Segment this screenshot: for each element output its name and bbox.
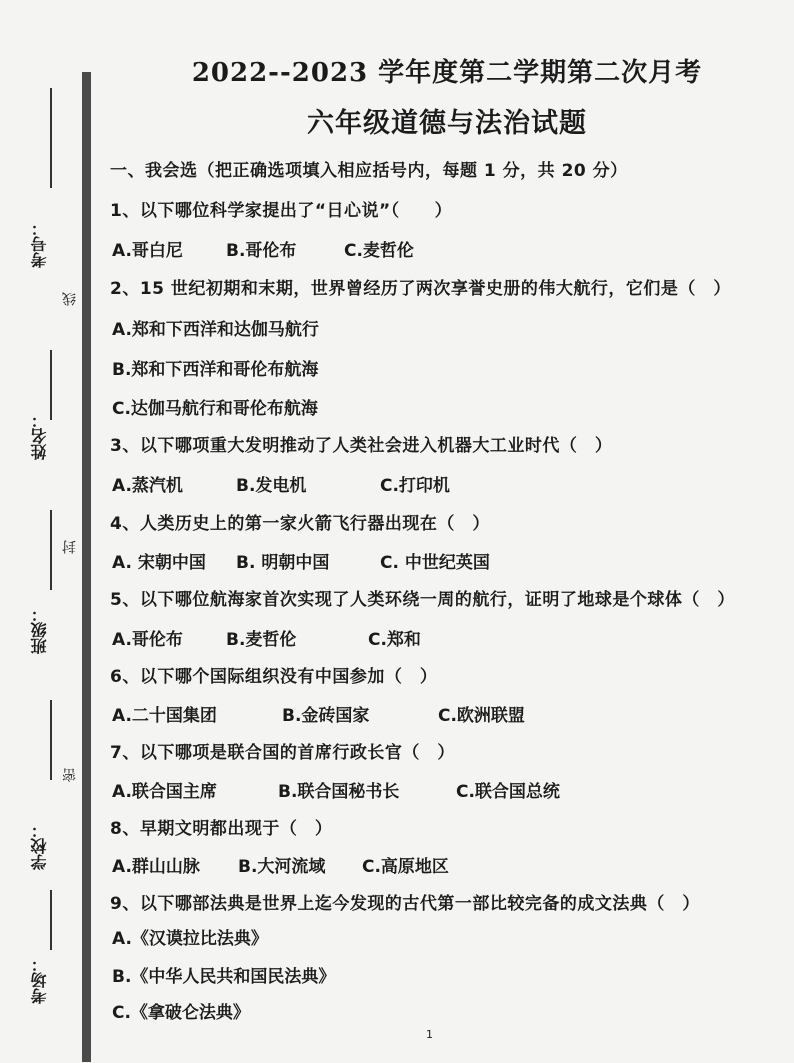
- question-stem: 6、以下哪个国际组织没有中国参加（ ）: [110, 667, 438, 687]
- option-a: A.哥白尼: [112, 241, 183, 261]
- room-blank: [50, 890, 52, 950]
- option-c: C.达伽马航行和哥伦布航海: [112, 399, 318, 419]
- option-b: B.金砖国家: [282, 706, 370, 726]
- option-c: C.联合国总统: [456, 782, 560, 802]
- option-b: B.《中华人民共和国民法典》: [112, 967, 336, 987]
- option-b: B.哥伦布: [226, 241, 297, 261]
- exam-number-blank: [50, 88, 52, 188]
- class-blank: [50, 510, 52, 590]
- option-b: B.大河流域: [238, 857, 326, 877]
- name-label: 姓名：: [30, 412, 49, 460]
- option-b: B.发电机: [236, 476, 307, 496]
- option-a: A. 宋朝中国: [112, 553, 206, 573]
- option-b: B.联合国秘书长: [278, 782, 400, 802]
- option-c: C.高原地区: [362, 857, 449, 877]
- option-a: A.蒸汽机: [112, 476, 183, 496]
- option-a: A.《汉谟拉比法典》: [112, 929, 268, 949]
- question-stem: 1、以下哪位科学家提出了“日心说”（ ）: [110, 201, 453, 221]
- page-number: 1: [426, 1028, 433, 1041]
- exam-number-label: 考号：: [30, 220, 49, 268]
- room-label: 考场：: [30, 956, 49, 1004]
- question-stem: 3、以下哪项重大发明推动了人类社会进入机器大工业时代（ ）: [110, 436, 613, 456]
- school-blank: [50, 700, 52, 780]
- option-a: A.郑和下西洋和达伽马航行: [112, 320, 319, 340]
- school-label: 学校：: [30, 822, 49, 870]
- question-stem: 8、早期文明都出现于（ ）: [110, 819, 333, 839]
- seal-mark-seal: 封: [62, 540, 78, 554]
- option-c: C.欧洲联盟: [438, 706, 525, 726]
- binding-bar: [82, 72, 91, 1062]
- option-a: A.联合国主席: [112, 782, 217, 802]
- option-a: A.哥伦布: [112, 630, 183, 650]
- option-c: C.郑和: [368, 630, 421, 650]
- option-c: C.麦哲伦: [344, 241, 414, 261]
- seal-mark-line: 线: [62, 292, 78, 306]
- option-c: C.《拿破仑法典》: [112, 1003, 250, 1023]
- exam-subtitle: 六年级道德与法治试题: [307, 108, 587, 139]
- class-label: 班级：: [30, 606, 49, 654]
- seal-mark-secret: 密: [62, 768, 78, 782]
- option-b: B.郑和下西洋和哥伦布航海: [112, 360, 319, 380]
- option-a: A.群山山脉: [112, 857, 200, 877]
- option-b: B. 明朝中国: [236, 553, 330, 573]
- name-blank: [50, 350, 52, 420]
- option-b: B.麦哲伦: [226, 630, 297, 650]
- question-stem: 4、人类历史上的第一家火箭飞行器出现在（ ）: [110, 514, 490, 534]
- exam-title: 2022--2023 学年度第二学期第二次月考: [191, 58, 703, 88]
- question-stem: 9、以下哪部法典是世界上迄今发现的古代第一部比较完备的成文法典（ ）: [110, 894, 700, 914]
- question-stem: 7、以下哪项是联合国的首席行政长官（ ）: [110, 743, 455, 763]
- section-heading: 一、我会选（把正确选项填入相应括号内，每题 1 分，共 20 分）: [110, 161, 628, 181]
- question-stem: 5、以下哪位航海家首次实现了人类环绕一周的航行，证明了地球是个球体（ ）: [110, 590, 735, 610]
- option-a: A.二十国集团: [112, 706, 217, 726]
- question-stem: 2、15 世纪初期和末期，世界曾经历了两次享誉史册的伟大航行，它们是（ ）: [110, 279, 731, 299]
- option-c: C. 中世纪英国: [380, 553, 490, 573]
- option-c: C.打印机: [380, 476, 450, 496]
